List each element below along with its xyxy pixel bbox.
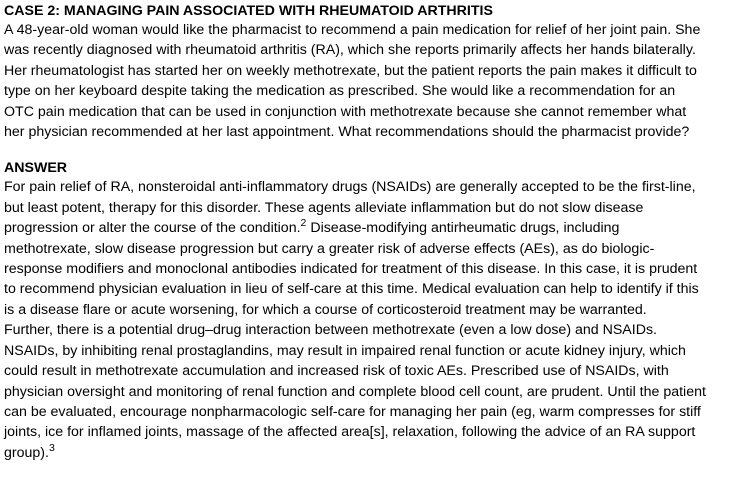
answer-line: joints, ice for inflamed joints, massage of the affected area[s], relaxation, following the advice of an RA support xyxy=(4,424,696,441)
case-line: OTC pain medication that can be used in conjunction with methotrexate because she cannot remember what xyxy=(4,103,687,120)
answer-line-text: group). xyxy=(4,444,49,461)
answer-line: methotrexate, slow disease progression but carry a greater risk of adverse effects (AEs), as do biologic- xyxy=(4,240,655,257)
answer-line: could result in methotrexate accumulation and increased risk of toxic AEs. Prescribed use of NSAIDs, with xyxy=(4,363,669,380)
answer-line: can be evaluated, encourage nonpharmacologic self-care for managing her pain (eg, warm compresses for stiff xyxy=(4,403,701,420)
document-page xyxy=(4,3,732,463)
answer-line: but least potent, therapy for this disorder. These agents alleviate inflammation but do not slow disease xyxy=(4,199,644,216)
reference-superscript: 2 xyxy=(300,217,307,230)
case-line: was recently diagnosed with rheumatoid arthritis (RA), which she reports primarily affects her hands bilaterally. xyxy=(4,42,696,59)
case-line: type on her keyboard despite taking the medication as prescribed. She would like a recommendation for an xyxy=(4,83,676,100)
answer-line-with-ref xyxy=(4,443,732,463)
case-line: A 48-year-old woman would like the pharmacist to recommend a pain medication for relief of her joint pain. She xyxy=(4,22,701,38)
answer-line-with-ref xyxy=(4,218,732,238)
answer-line: NSAIDs, by inhibiting renal prostaglandins, may result in impaired renal function or acute kidney injury, which xyxy=(4,342,686,359)
answer-line: Further, there is a potential drug–drug interaction between methotrexate (even a low dose) and NSAIDs. xyxy=(4,322,657,339)
answer-line: is a disease flare or acute worsening, for which a course of corticosteroid treatment may be warranted. xyxy=(4,301,647,318)
section-spacer xyxy=(4,142,732,158)
answer-line-text: progression or alter the course of the condition. xyxy=(4,220,301,237)
case-title: CASE 2: MANAGING PAIN ASSOCIATED WITH RHEUMATOID ARTHRITIS xyxy=(4,3,493,19)
answer-line-text: Disease-modifying antirheumatic drugs, including xyxy=(306,220,620,237)
case-line: Her rheumatologist has started her on weekly methotrexate, but the patient reports the pain makes it difficult to xyxy=(4,62,697,79)
answer-line: For pain relief of RA, nonsteroidal anti-inflammatory drugs (NSAIDs) are generally accepted to be the first-line, xyxy=(4,179,696,196)
reference-superscript: 3 xyxy=(48,441,55,454)
case-paragraph xyxy=(4,20,732,142)
answer-line: response modifiers and monoclonal antibodies indicated for treatment of this disease. In this case, it is prudent xyxy=(4,261,698,278)
answer-line: to recommend physician evaluation in lieu of self-care at this time. Medical evaluation can help to identify if this xyxy=(4,281,699,298)
answer-line: physician oversight and monitoring of renal function and complete blood cell count, are prudent. Until the patient xyxy=(4,383,706,400)
answer-paragraph xyxy=(4,177,732,463)
answer-title: ANSWER xyxy=(4,160,68,177)
case-line: her physician recommended at her last appointment. What recommendations should the pharmacist provide? xyxy=(4,124,690,141)
